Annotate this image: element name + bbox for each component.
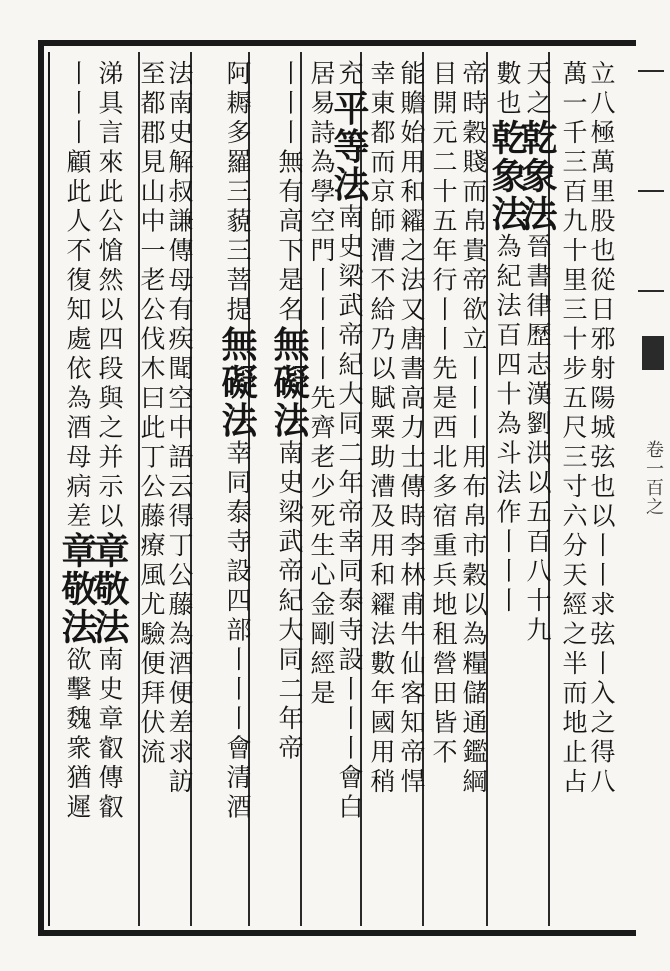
text-column-11: 丨丨丨無有高下是名無礙法南史梁武帝紀大同二年帝: [268, 60, 310, 764]
edge-label: 卷一百之: [643, 440, 664, 516]
text-column-9: 充平等法南史梁武帝紀大同二年帝幸同泰寺設丨丨丨會白: [328, 60, 370, 823]
text-column-1: 立八極萬里股也從日邪射陽城弦也以丨丨求弦丨入之得八: [587, 60, 616, 798]
text-column-2: 萬一千三百九十里三十步五尺三寸六分天經之半而地止占: [559, 60, 588, 798]
headword: 章敬法: [56, 532, 98, 646]
text-column-6: 目開元二十五年行丨丨先是西北多宿重兵地租營田皆不: [429, 60, 458, 768]
headword: 乾象法: [516, 119, 558, 233]
text-column-3: 天之乾象法晉書律歷志漢劉洪以五百八十九: [516, 60, 558, 646]
text-column-5: 帝時穀賤而帛貴帝欲立丨丨丨用布帛市穀以為糧儲通鑑綱: [459, 60, 488, 798]
headword: 無礙法: [268, 325, 310, 440]
text-column-12: 阿耨多羅三藐三菩提無礙法幸同泰寺設四部丨丨丨會清酒: [216, 60, 258, 823]
text-column-15: 涕具言來此公愴然以四段與之并示以章敬法南史章叡傳叡: [88, 60, 130, 823]
text-column-14: 至都郡見山中一老公伐木曰此丁公藤療風尤驗便拜伏流: [137, 60, 166, 768]
text-column-7: 能贍始用和糴之法又唐書高力士傳時李林甫牛仙客知帝悍: [397, 60, 426, 798]
edge-tick: [638, 190, 664, 192]
text-column-10: 居易詩為學空門丨丨丨丨先齊老少死生心金剛經是: [307, 60, 336, 709]
headword: 乾象法: [486, 119, 528, 233]
headword: 無礙法: [216, 325, 258, 440]
text-column-4: 數也乾象法為紀法百四十為斗法作丨丨丨: [486, 60, 528, 617]
edge-tick: [638, 290, 664, 292]
headword: 章敬法: [88, 532, 130, 646]
text-column-16: 丨丨丨顧此人不復知處依為酒母病差章敬法欲擊魏衆猶遲: [56, 60, 98, 823]
text-column-8: 幸東都而京師漕不給乃以賦粟助漕及用和糴法數年國用稍: [367, 60, 396, 798]
headword: 平等法: [328, 89, 370, 204]
fold-tab: [642, 336, 664, 370]
page-fold-edge: [636, 40, 670, 936]
edge-tick: [638, 70, 664, 72]
text-column-13: 法南史解叔謙傳母有疾聞空中語云得丁公藤為酒便差求訪: [165, 60, 194, 798]
inner-border-line: [48, 52, 50, 926]
